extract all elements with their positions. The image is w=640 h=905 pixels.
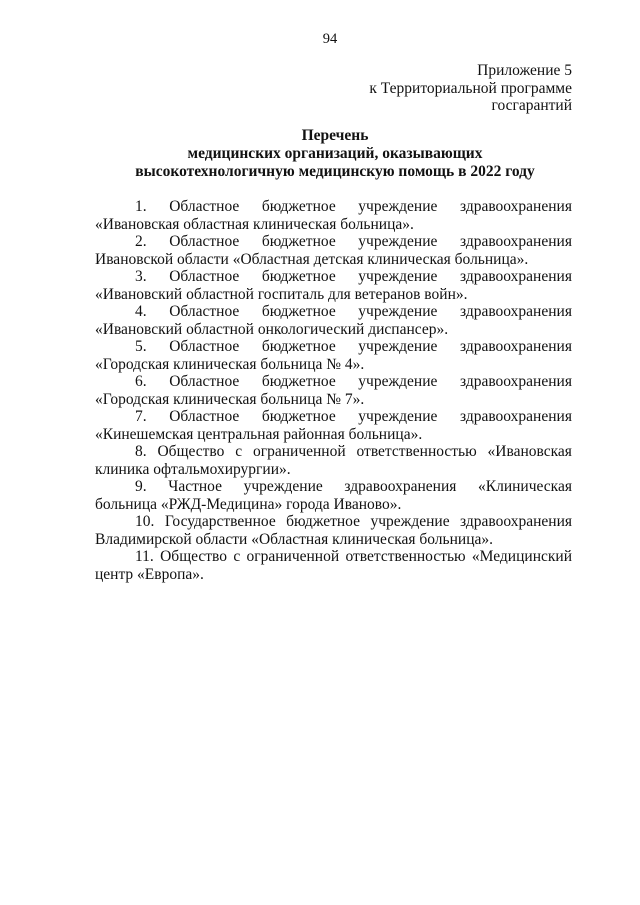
word: 6. (135, 373, 147, 390)
word: Общество (157, 443, 225, 460)
list-item-first-line (95, 198, 572, 216)
annex-line: Приложение 5 (477, 62, 572, 79)
word: бюджетное (261, 338, 336, 355)
list-item (95, 268, 572, 303)
list-item-second-line: Ивановской области «Областная детская клиническая больница». (95, 250, 529, 268)
word: учреждение (243, 478, 323, 495)
list-item (95, 373, 572, 408)
word: 7. (135, 408, 147, 425)
word: учреждение (358, 373, 438, 390)
word: 2. (135, 233, 147, 250)
word: бюджетное (261, 408, 336, 425)
word: здравоохранения (459, 233, 572, 250)
word: Областное (169, 408, 240, 425)
word: Областное (169, 198, 240, 215)
word: учреждение (358, 198, 438, 215)
list-item (95, 338, 572, 373)
word: Областное (169, 338, 240, 355)
word: 4. (135, 303, 147, 320)
word: Государственное (164, 513, 276, 530)
word: здравоохранения (459, 268, 572, 285)
list-item (95, 408, 572, 443)
word: 5. (135, 338, 147, 355)
word: бюджетное (261, 303, 336, 320)
list-item-first-line (95, 408, 572, 426)
title-line: Перечень (301, 127, 369, 144)
list-item-second-line: «Ивановский областной онкологический диспансер». (95, 320, 449, 338)
word: учреждение (370, 513, 450, 530)
word: ответственностью (345, 548, 466, 565)
word: учреждение (358, 268, 438, 285)
list-item (95, 513, 572, 548)
list-item-first-line (95, 443, 572, 461)
word: бюджетное (261, 373, 336, 390)
document-title (95, 127, 575, 181)
list-item-second-line: «Городская клиническая больница № 4». (95, 355, 365, 373)
word: здравоохранения (459, 373, 572, 390)
word: Областное (169, 373, 240, 390)
list-item-first-line (95, 303, 572, 321)
list-item-second-line: больница «РЖД-Медицина» города Иваново». (95, 495, 402, 513)
annex-header (369, 62, 572, 115)
word: учреждение (358, 338, 438, 355)
list-item (95, 548, 572, 583)
list-item-first-line (95, 478, 572, 496)
word: с (235, 443, 243, 460)
word: ответственностью (356, 443, 477, 460)
list-item (95, 443, 572, 478)
list-item-second-line: центр «Европа». (95, 565, 204, 583)
title-line: медицинских организаций, оказывающих (187, 145, 483, 162)
word: учреждение (358, 303, 438, 320)
word: бюджетное (286, 513, 360, 530)
word: Общество (160, 548, 228, 565)
word: Областное (169, 303, 240, 320)
list-item-second-line: «Ивановская областная клиническая больница». (95, 215, 414, 233)
organization-list (95, 198, 572, 583)
list-item-first-line (95, 338, 572, 356)
list-item-second-line: «Городская клиническая больница № 7». (95, 390, 365, 408)
list-item (95, 233, 572, 268)
word: учреждение (358, 233, 438, 250)
word: 3. (135, 268, 147, 285)
word: здравоохранения (459, 408, 572, 425)
word: «Ивановская (487, 443, 572, 460)
word: 8. (135, 443, 147, 460)
list-item (95, 198, 572, 233)
list-item-second-line: клиника офтальмохирургии». (95, 460, 291, 478)
word: Частное (168, 478, 222, 495)
word: 11. (135, 548, 154, 565)
word: бюджетное (261, 198, 336, 215)
word: учреждение (358, 408, 438, 425)
word: «Клиническая (478, 478, 572, 495)
word: здравоохранения (459, 338, 572, 355)
word: с (233, 548, 241, 565)
word: бюджетное (261, 268, 336, 285)
page-number: 94 (322, 31, 338, 47)
list-item-second-line: «Ивановский областной госпиталь для ветеранов войн». (95, 285, 468, 303)
list-item-first-line (95, 233, 572, 251)
word: Областное (169, 268, 240, 285)
word: «Медицинский (471, 548, 572, 565)
word: здравоохранения (460, 513, 572, 530)
word: 1. (135, 198, 147, 215)
word: Областное (169, 233, 240, 250)
annex-line: к Территориальной программе (369, 79, 572, 97)
word: ограниченной (246, 548, 340, 565)
list-item-second-line: «Кинешемская центральная районная больница». (95, 425, 423, 443)
list-item-first-line (95, 268, 572, 286)
word: ограниченной (253, 443, 346, 460)
word: бюджетное (261, 233, 336, 250)
list-item-first-line (95, 513, 572, 531)
word: здравоохранения (459, 198, 572, 215)
list-item (95, 303, 572, 338)
word: 10. (135, 513, 155, 530)
word: здравоохранения (344, 478, 457, 495)
list-item-second-line: Владимирской области «Областная клиническая больница». (95, 530, 494, 548)
title-line: высокотехнологичную медицинскую помощь в 2022 году (135, 163, 535, 180)
list-item (95, 478, 572, 513)
word: 9. (135, 478, 147, 495)
list-item-first-line (95, 373, 572, 391)
list-item-first-line (95, 548, 572, 566)
word: здравоохранения (459, 303, 572, 320)
annex-line: госгарантий (491, 97, 572, 114)
